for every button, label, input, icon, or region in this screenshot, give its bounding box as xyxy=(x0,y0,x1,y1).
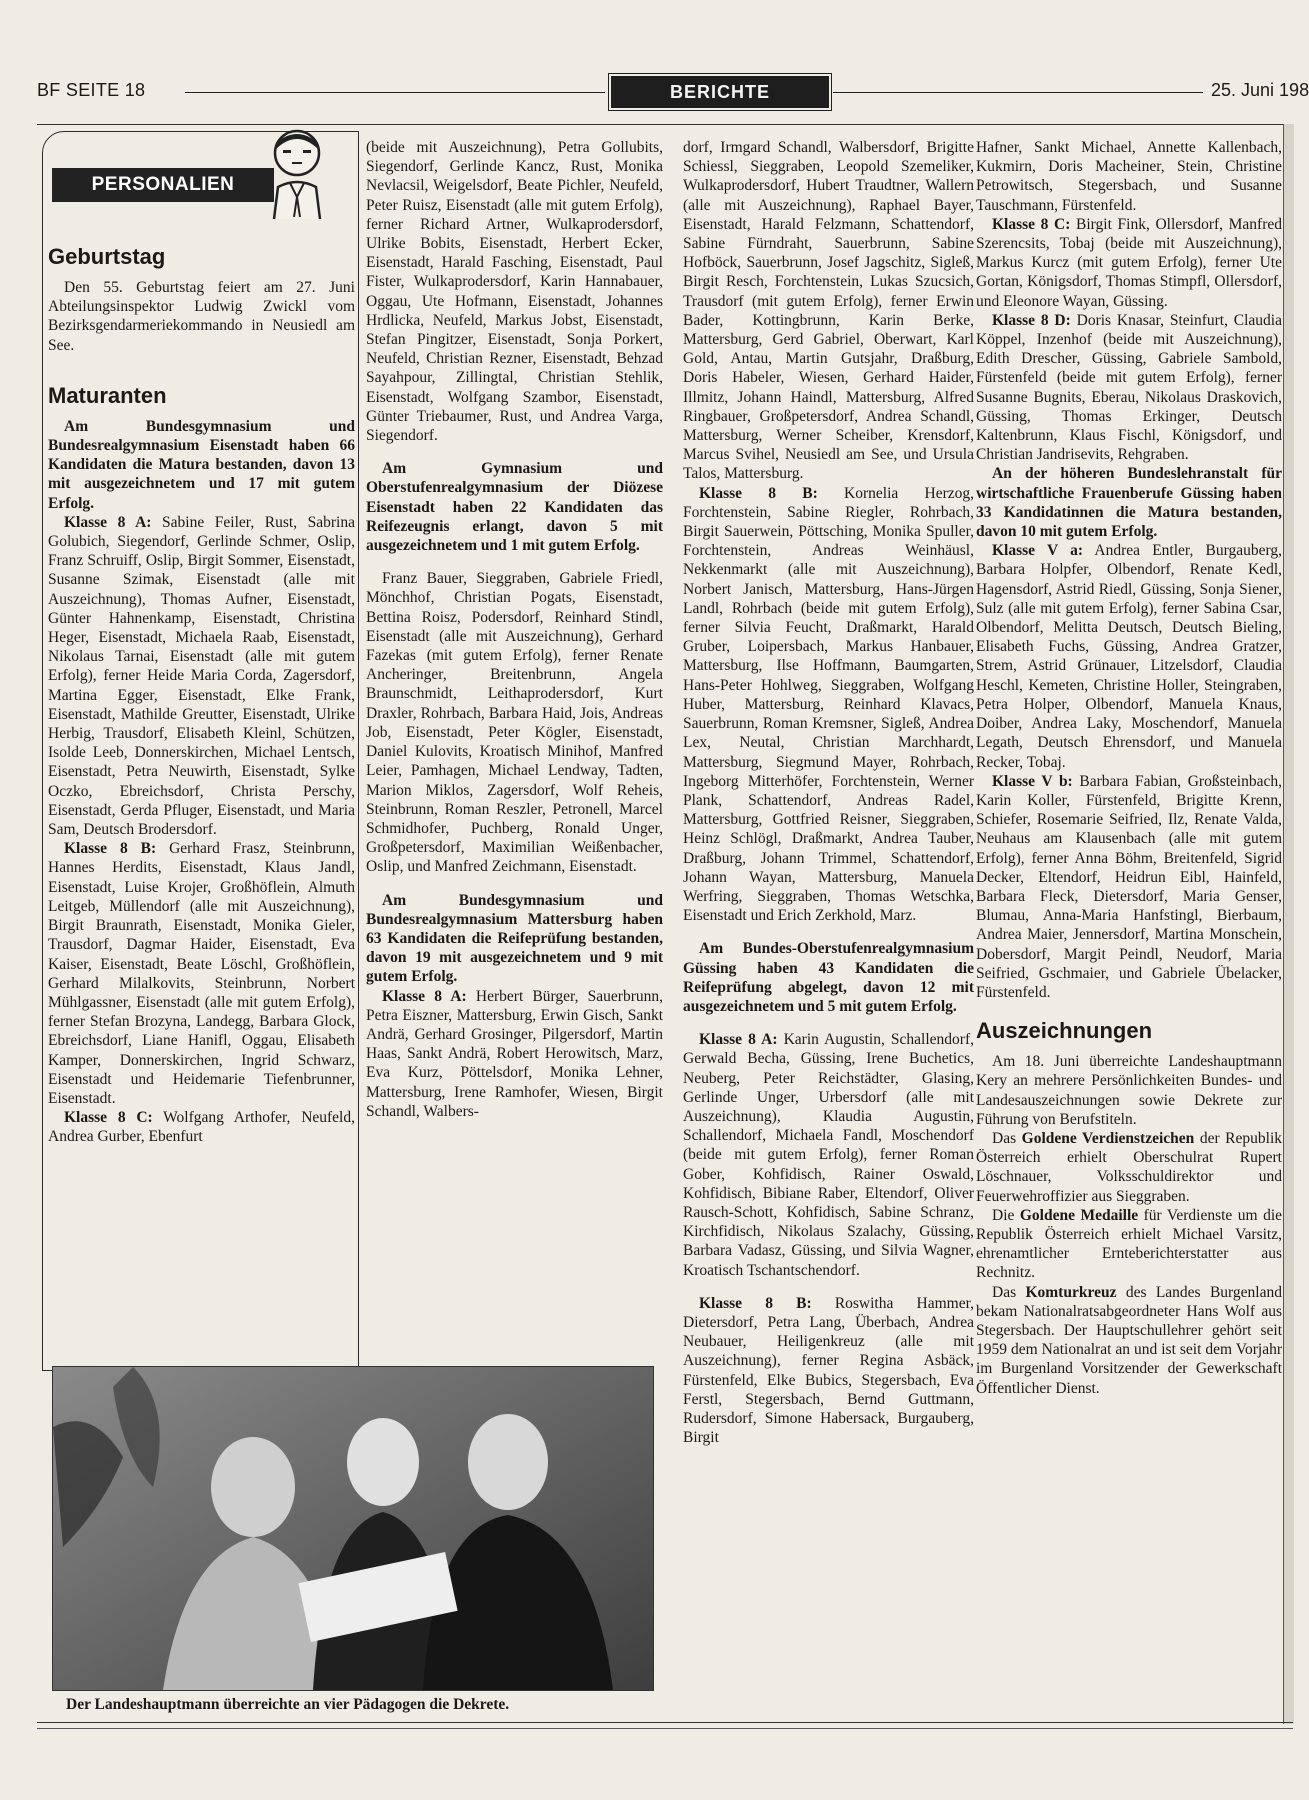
hblw-vb: Klasse V b: Barbara Fabian, Großsteinbach, Karin Koller, Fürstenfeld, Brigitte Krenn, Schiefer, Rosemarie Seifried, Ilz, Renate Valda, Neuhaus am Klausenbach (alle mit gutem Erfolg), ferner Anna Böhm, Breitenfeld, Sigrid Decker, Eltendorf, Heidrun Eibl, Hainfeld, Barbara Fleck, Dietersdorf, Maria Genser, Blumau, Anna-Maria Hanfstingl, Bierbaum, Andrea Maier, Jennersdorf, Martina Monschein, Dobersdorf, Margit Peindl, Neudorf, Maria Seifried, Gschmaier, und Gabriele Übelacker, Fürstenfeld. xyxy=(976,772,1282,1001)
heading-auszeichnungen: Auszeichnungen xyxy=(976,1018,1153,1044)
maturanten-8a: Klasse 8 A: Sabine Feiler, Rust, Sabrina Golubich, Siegendorf, Gerlinde Schmer, Oslip, Franz Schruiff, Oslip, Birgit Sommer, Eisenstadt, Susanne Szimak, Eisenstadt (alle mit Auszeichnung), Thomas Aufner, Eisenstadt, Günter Hahnenkamp, Eisenstadt, Christina Heger, Eisenstadt, Michaela Raab, Eisenstadt, Nikolaus Tarnai, Eisenstadt (alle mit gutem Erfolg), ferner Heide Maria Corda, Zagersdorf, Martina Egger, Eisenstadt, Elke Frank, Eisenstadt, Mathilde Greutter, Eisenstadt, Ulrike Herbig, Trausdorf, Elisabeth Kleinl, Schützen, Isolde Leeb, Donnerskirchen, Michael Lentsch, Eisenstadt, Petra Neuwirth, Eisenstadt, Sylke Oczko, Ebreichsdorf, Christa Perschy, Eisenstadt, Gerda Pfluger, Eisenstadt, und Maria Sam, Deutsch Brodersdorf. xyxy=(48,513,355,839)
header-rule-right xyxy=(833,92,1203,93)
guessing-8a: Klasse 8 A: Karin Augustin, Schallendorf, Gerwald Becha, Güssing, Irene Buchetics, Neuberg, Peter Reichstädter, Glasing, Gerlinde Unger, Urbersdorf (alle mit Auszeichnung), Klaudia Augustin, Schallendorf, Michaela Fandl, Moschendorf (beide mit gutem Erfolg), ferner Roman Gober, Kohfidisch, Rainer Oswald, Kohfidisch, Bibiane Raber, Eltendorf, Oliver Rausch-Schott, Kohfidisch, Sabine Schranz, Kirchfidisch, Nikolaus Szalachy, Güssing, Barbara Vadasz, Güssing, und Silvia Wagner, Kroatisch Tschantschendorf. xyxy=(683,1031,974,1279)
page-edge xyxy=(1283,124,1294,1724)
geburtstag-text: Den 55. Geburtstag feiert am 27. Juni Abteilungsinspektor Ludwig Zwickl vom Bezirksgendarmeriekommando in Neusiedl am See. xyxy=(48,279,355,354)
guessing-8c: Klasse 8 C: Birgit Fink, Ollersdorf, Manfred Szerencsits, Tobaj (beide mit Auszeichnung), Markus Kurcz (mit gutem Erfolg), ferner Ute Gortan, Königsdorf, Thomas Stimpfl, Ollersdorf, und Eleonore Wayan, Güssing. xyxy=(976,215,1283,310)
mascot-icon xyxy=(252,127,352,219)
hblw-lead: An der höheren Bundeslehranstalt für wirtschaftliche Frauenberufe Güssing haben 33 Kandidatinnen die Matura bestanden, davon 10 mit gutem Erfolg. xyxy=(976,465,1282,541)
bottom-rule xyxy=(37,1722,1293,1723)
top-rule xyxy=(37,124,1293,125)
mattersburg-8b: Klasse 8 B: Kornelia Herzog, Forchtenstein, Sabine Riegler, Rohrbach, Birgit Sauerwein, Pöttsching, Monika Spuller, Forchtenstein, Andreas Weinhäusl, Nekkenmarkt (alle mit Auszeichnung), Norbert Janisch, Mattersburg, Hans-Jürgen Landl, Rohrbach (beide mit gutem Erfolg), ferner Silvia Feucht, Draßmarkt, Harald Gruber, Loipersbach, Markus Hanbauer, Mattersburg, Ilse Hoffmann, Baumgarten, Hans-Peter Hohlweg, Sieggraben, Wolfgang Huber, Mattersburg, Reinhard Klavacs, Sauerbrunn, Roman Kremsner, Sigleß, Andrea Lex, Neutal, Christian Marchhardt, Mattersburg, Siegmund Mayer, Rohrbach, Ingeborg Mitterhöfer, Forchtenstein, Werner Plank, Schattendorf, Andreas Radel, Mattersburg, Gottfried Reisner, Sieggraben, Heinz Schlögl, Draßmarkt, Andrea Tauber, Draßburg, Johann Trimmel, Schattendorf, Johann Wayan, Mattersburg, Manuela Werfring, Sieggraben, Thomas Wetschka, Eisenstadt und Erich Zerkhold, Marz. xyxy=(683,484,975,925)
guessing-8d: Klasse 8 D: Doris Knasar, Steinfurt, Claudia Köppel, Inzenhof (beide mit Auszeichnung), Edith Drescher, Güssing, Gabriele Sambold, Fürstenfeld (beide mit gutem Erfolg), ferner Susanne Bugnits, Eberau, Nikolaus Draskovich, Güssing, Thomas Erkinger, Deutsch Kaltenbrunn, Klaus Fischl, Königsdorf, und Christian Jandrisevits, Rehgraben. xyxy=(976,311,1282,464)
maturanten-8b: Klasse 8 B: Gerhard Frasz, Steinbrunn, Hannes Herdits, Eisenstadt, Klaus Jandl, Eisenstadt, Luise Krojer, Großhöflein, Almuth Leitgeb, Müllendorf (alle mit Auszeichnung), Birgit Braunrath, Eisenstadt, Monika Gieler, Trausdorf, Dagmar Haider, Eisenstadt, Eva Kaiser, Eisenstadt, Beate Löschl, Großhöflein, Gerhard Milalkovits, Steinbrunn, Norbert Mühlgassner, Eisenstadt (alle mit gutem Erfolg), ferner Stefan Brozyna, Landegg, Barbara Glock, Ebreichsdorf, Liane Hanifl, Oggau, Elisabeth Kamper, Donnerskirchen, Ingrid Schwarz, Eisenstadt und Heidemarie Tiefenbrunner, Eisenstadt. xyxy=(48,840,356,1107)
guessing-8b: Klasse 8 B: Roswitha Hammer, Dietersdorf, Petra Lang, Überbach, Andrea Neubauer, Heiligenkreuz (alle mit Auszeichnung), ferner Regina Asbäck, Fürstenfeld, Elke Bubics, Stegersbach, Eva Ferstl, Stegersbach, Bernd Guttmann, Rudersdorf, Simone Habersack, Burgauberg, Birgit xyxy=(683,1294,975,1447)
column-2 xyxy=(366,138,663,1121)
column-1 xyxy=(48,232,355,1147)
maturanten-8c: Klasse 8 C: Wolfgang Arthofer, Neufeld, Andrea Gurber, Ebenfurt xyxy=(48,1109,355,1146)
heading-geburtstag: Geburtstag xyxy=(48,244,166,269)
auszeichnungen-komturkreuz: Das Komturkreuz des Landes Burgenland bekam Nationalratsabgeordneter Hans Wolf aus Stegersbach. Der Hauptschullehrer gehört seit 1959 dem Nationalrat an und ist seit dem Vorjahr im Burgenland Vorsitzender der Gewerkschaft Öffentlicher Dienst. xyxy=(976,1283,1282,1397)
dioezese-names: Franz Bauer, Sieggraben, Gabriele Friedl, Mönchhof, Christian Pogats, Eisenstadt, Bettina Roisz, Podersdorf, Reinhard Stindl, Eisenstadt (alle mit Auszeichnung), Gerhard Fazekas (mit gutem Erfolg), ferner Renate Ancheringer, Breitenbrunn, Angela Braunschmidt, Leithaprodersdorf, Kurt Draxler, Rohrbach, Barbara Haid, Jois, Andreas Job, Eisenstadt, Peter Kögler, Eisenstadt, Daniel Kulovits, Kroatisch Minihof, Manfred Leier, Pamhagen, Michael Lendway, Tadten, Marion Miklos, Zagersdorf, Wolf Reheis, Steinbrunn, Roman Reszler, Petronell, Marcel Schmidhofer, Puchberg, Ronald Unger, Großpetersdorf, Maximilian Weißenbacher, Oslip, und Manfred Zeichmann, Eisenstadt. xyxy=(366,570,663,876)
auszeichnungen-medaille: Die Goldene Medaille für Verdienste um die Republik Österreich erhielt Michael Varsitz, ehrenamtlicher Ernteberichterstatter aus Rechnitz. xyxy=(976,1206,1283,1282)
column-3 xyxy=(683,138,974,1447)
guessing-8b-cont: Hafner, Sankt Michael, Annette Kallenbach, Kukmirn, Doris Macheiner, Stein, Christine Petrowitsch, Stegersbach, und Susanne Tauschmann, Fürstenfeld. xyxy=(976,139,1282,214)
maturanten-lead: Am Bundesgymnasium und Bundesrealgymnasium Eisenstadt haben 66 Kandidaten die Matura bestanden, davon 13 mit ausgezeichnetem und 17 mit gutem Erfolg. xyxy=(48,417,355,512)
page-number: BF SEITE 18 xyxy=(37,80,146,100)
section-banner: BERICHTE xyxy=(611,76,829,108)
photo-caption: Der Landeshauptmann überreichte an vier Pädagogen die Dekrete. xyxy=(66,1696,510,1713)
bottom-rule-secondary xyxy=(37,1728,1293,1729)
eisenstadt-8c-cont: (beide mit Auszeichnung), Petra Gollubits, Siegendorf, Gerlinde Kancz, Rust, Monika Nevlacsil, Weigelsdorf, Beate Pichler, Neufeld, Peter Ruisz, Eisenstadt (alle mit gutem Erfolg), ferner Richard Artner, Wulkaprodersdorf, Ulrike Bobits, Eisenstadt, Herbert Ecker, Eisenstadt, Harald Fasching, Eisenstadt, Paul Fister, Wulkaprodersdorf, Karin Hannabauer, Oggau, Ute Hofmann, Eisenstadt, Johannes Hrdlicka, Neufeld, Markus Jobst, Eisenstadt, Stefan Pingitzer, Eisenstadt, Sonja Porkert, Neufeld, Christian Rezner, Eisenstadt, Behzad Sayahpour, Zillingtal, Christian Stehlik, Eisenstadt, Wolfgang Szambor, Eisenstadt, Günter Triebaumer, Rust, und Andrea Varga, Siegendorf. xyxy=(366,139,663,445)
auszeichnungen-intro: Am 18. Juni überreichte Landeshauptmann Kery an mehrere Persönlichkeiten Bundes- und Landesauszeichnungen sowie Dekrete zur Führung von Berufstiteln. xyxy=(976,1053,1282,1128)
column-4 xyxy=(976,138,1282,1398)
issue-date: 25. Juni 198 xyxy=(1211,80,1309,100)
award-photo xyxy=(52,1366,654,1691)
mattersburg-8a: Klasse 8 A: Herbert Bürger, Sauerbrunn, Petra Eiszner, Mattersburg, Erwin Gisch, Sankt Andrä, Gerhard Grosinger, Pilgersdorf, Martin Haas, Sankt Andrä, Robert Herowitsch, Marz, Eva Kurz, Pöttelsdorf, Monika Lehner, Mattersburg, Irene Ramhofer, Wiesen, Birgit Schandl, Walbers- xyxy=(366,987,663,1120)
photo-illustration xyxy=(53,1367,653,1690)
auszeichnungen-verdienstzeichen: Das Goldene Verdienstzeichen der Republik Österreich erhielt Oberschulrat Rupert Löschnauer, Volksschuldirektor und Feuerwehroffizier aus Sieggraben. xyxy=(976,1129,1283,1205)
personalien-label: PERSONALIEN xyxy=(52,168,274,202)
mattersburg-lead: Am Bundesgymnasium und Bundesrealgymnasium Mattersburg haben 63 Kandidaten die Reifeprüfung bestanden, davon 19 mit ausgezeichnetem und 9 mit gutem Erfolg. xyxy=(366,891,663,986)
mattersburg-8a-cont: dorf, Irmgard Schandl, Walbersdorf, Brigitte Schiessl, Sieggraben, Leopold Szemeliker, Wulkaprodersdorf, Hubert Traudtner, Wallern (alle mit Auszeichnung), Raphael Bayer, Eisenstadt, Harald Felzmann, Schattendorf, Sabine Fürndraht, Sauerbrunn, Sabine Hofböck, Sauerbrunn, Josef Jagschitz, Sigleß, Birgit Resch, Forchtenstein, Lukas Szucsich, Trausdorf (mit gutem Erfolg), ferner Erwin Bader, Kottingbrunn, Karin Berke, Mattersburg, Gerd Gabriel, Oberwart, Karl Gold, Antau, Martin Gutsjahr, Draßburg, Doris Habeler, Wiesen, Gerhard Haider, Illmitz, Johann Haindl, Mattersburg, Alfred Ringbauer, Großpetersdorf, Andrea Schandl, Mattersburg, Werner Scheiber, Krensdorf, Marcus Svihel, Neusiedl am See, und Ursula Talos, Mattersburg. xyxy=(683,139,974,483)
header-rule-left xyxy=(185,92,605,93)
hblw-va: Klasse V a: Andrea Entler, Burgauberg, Barbara Holpfer, Olbendorf, Renate Kedl, Hagensdorf, Astrid Riedl, Güssing, Sonja Siener, Sulz (alle mit gutem Erfolg), ferner Sabina Csar, Olbendorf, Melitta Deutsch, Deutsch Bieling, Elisabeth Fuchs, Güssing, Andrea Gratzer, Strem, Astrid Grünauer, Litzelsdorf, Claudia Heschl, Kemeten, Christine Holler, Steingraben, Petra Holper, Olbendorf, Manuela Knaus, Doiber, Andrea Laky, Moschendorf, Manuela Legath, Deutsch Ehrensdorf, und Manuela Recker, Tobaj. xyxy=(976,542,1283,771)
heading-maturanten: Maturanten xyxy=(48,382,167,408)
guessing-lead: Am Bundes-Oberstufenrealgymnasium Güssing haben 43 Kandidaten die Reifeprüfung abgelegt, davon 12 mit ausgezeichnetem und 5 mit gutem Erfolg. xyxy=(683,940,974,1015)
dioezese-lead: Am Gymnasium und Oberstufenrealgymnasium der Diözese Eisenstadt haben 22 Kandidaten das Reifezeugnis erlangt, davon 5 mit ausgezeichnetem und 1 mit gutem Erfolg. xyxy=(366,460,663,555)
page-header xyxy=(37,74,1309,114)
